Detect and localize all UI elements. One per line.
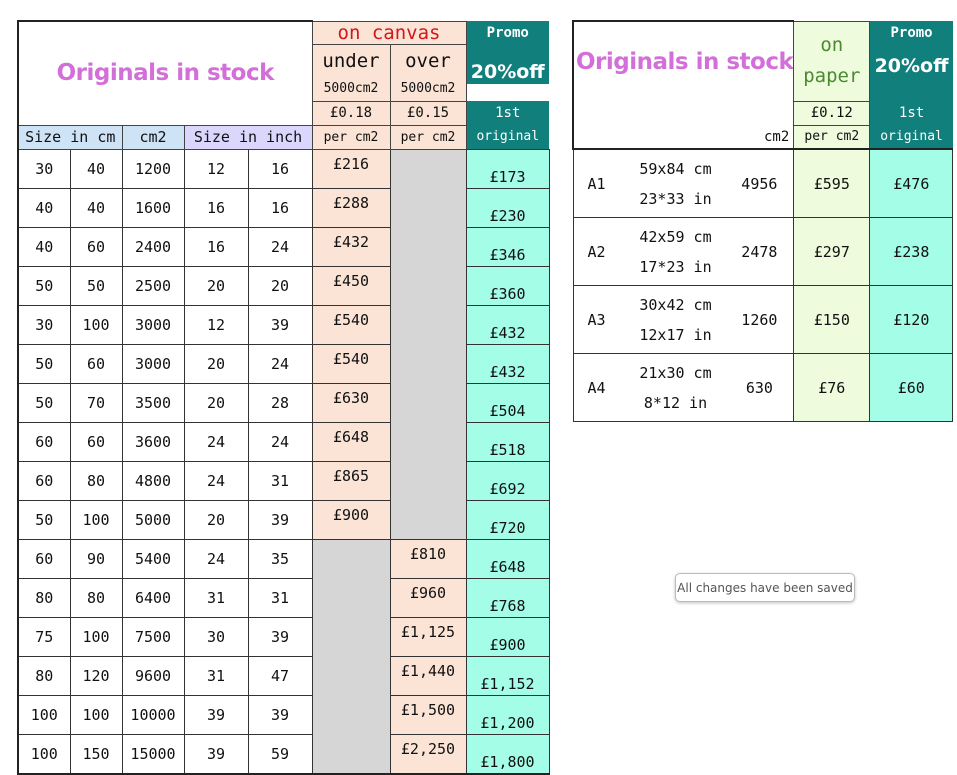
paper-rate: £0.12 bbox=[794, 101, 870, 125]
paper-dim-in: 12x17 in bbox=[639, 325, 712, 344]
price-under bbox=[312, 617, 390, 656]
price-under: £630 bbox=[312, 383, 390, 422]
price-promo: £720 bbox=[466, 500, 549, 539]
size-w-cm: 50 bbox=[18, 266, 70, 305]
price-over bbox=[390, 188, 466, 227]
size-h-cm: 100 bbox=[70, 305, 122, 344]
paper-dimensions bbox=[626, 286, 726, 354]
size-h-inch: 16 bbox=[248, 149, 312, 188]
per-cm2-under: per cm2 bbox=[312, 125, 390, 149]
canvas-header: on canvas bbox=[312, 21, 466, 44]
area-cm2: 7500 bbox=[122, 617, 184, 656]
paper-row bbox=[573, 218, 953, 286]
paper-promo-price: £120 bbox=[870, 286, 953, 354]
size-h-inch: 31 bbox=[248, 578, 312, 617]
paper-row bbox=[573, 286, 953, 354]
promo-label: Promo bbox=[466, 21, 549, 77]
price-over bbox=[390, 227, 466, 266]
right-title: Originals in stock bbox=[573, 21, 794, 101]
size-w-inch: 24 bbox=[184, 539, 248, 578]
size-w-inch: 24 bbox=[184, 422, 248, 461]
price-promo: £900 bbox=[466, 617, 549, 656]
under-label: under bbox=[312, 44, 390, 77]
save-status-toast: All changes have been saved bbox=[675, 573, 855, 602]
size-h-inch: 39 bbox=[248, 617, 312, 656]
price-over: £960 bbox=[390, 578, 466, 617]
price-promo: £1,800 bbox=[466, 734, 549, 774]
size-w-cm: 50 bbox=[18, 500, 70, 539]
paper-promo-price: £476 bbox=[870, 149, 953, 218]
right-promo-original: original bbox=[870, 125, 953, 149]
size-w-inch: 16 bbox=[184, 227, 248, 266]
size-w-inch: 39 bbox=[184, 695, 248, 734]
paper-dim-cm: 59x84 cm bbox=[639, 159, 712, 178]
paper-promo-price: £238 bbox=[870, 218, 953, 286]
price-over bbox=[390, 266, 466, 305]
area-cm2: 4800 bbox=[122, 461, 184, 500]
price-under: £450 bbox=[312, 266, 390, 305]
paper-area-cm2: 4956 bbox=[725, 149, 793, 218]
area-cm2: 10000 bbox=[122, 695, 184, 734]
table-row bbox=[18, 578, 549, 617]
size-h-cm: 100 bbox=[70, 695, 122, 734]
paper-dimensions bbox=[626, 218, 726, 286]
paper-price: £76 bbox=[794, 354, 870, 422]
size-w-inch: 16 bbox=[184, 188, 248, 227]
price-over: £810 bbox=[390, 539, 466, 578]
under-sub: 5000cm2 bbox=[312, 77, 390, 101]
table-row bbox=[18, 734, 549, 774]
table-row bbox=[18, 344, 549, 383]
size-h-cm: 90 bbox=[70, 539, 122, 578]
right-per-cm2: per cm2 bbox=[794, 125, 870, 149]
size-w-cm: 80 bbox=[18, 578, 70, 617]
size-h-inch: 20 bbox=[248, 266, 312, 305]
price-over bbox=[390, 461, 466, 500]
table-row bbox=[18, 422, 549, 461]
price-promo: £1,152 bbox=[466, 656, 549, 695]
area-cm2: 3000 bbox=[122, 305, 184, 344]
paper-label-paper: paper bbox=[803, 65, 861, 87]
paper-dim-in: 23*33 in bbox=[639, 189, 712, 208]
size-h-cm: 40 bbox=[70, 149, 122, 188]
paper-dimensions bbox=[626, 149, 726, 218]
paper-row bbox=[573, 354, 953, 422]
area-cm2: 5000 bbox=[122, 500, 184, 539]
area-cm2: 3600 bbox=[122, 422, 184, 461]
paper-promo-price: £60 bbox=[870, 354, 953, 422]
price-over bbox=[390, 305, 466, 344]
table-row bbox=[18, 383, 549, 422]
size-w-cm: 30 bbox=[18, 149, 70, 188]
price-under bbox=[312, 539, 390, 578]
size-w-cm: 100 bbox=[18, 695, 70, 734]
table-row bbox=[18, 227, 549, 266]
price-promo: £648 bbox=[466, 539, 549, 578]
size-w-inch: 12 bbox=[184, 305, 248, 344]
price-under: £540 bbox=[312, 305, 390, 344]
size-h-inch: 24 bbox=[248, 344, 312, 383]
table-row bbox=[18, 539, 549, 578]
size-h-cm: 100 bbox=[70, 617, 122, 656]
over-label: over bbox=[390, 44, 466, 77]
paper-header bbox=[794, 21, 870, 101]
header-size-inch: Size in inch bbox=[184, 125, 312, 149]
size-w-inch: 31 bbox=[184, 578, 248, 617]
right-blank-cell bbox=[573, 101, 794, 125]
price-under: £900 bbox=[312, 500, 390, 539]
size-w-cm: 60 bbox=[18, 539, 70, 578]
price-over: £2,250 bbox=[390, 734, 466, 774]
size-h-inch: 24 bbox=[248, 422, 312, 461]
price-promo: £692 bbox=[466, 461, 549, 500]
paper-dim-cm: 30x42 cm bbox=[639, 295, 712, 314]
paper-row bbox=[573, 149, 953, 218]
price-over: £1,440 bbox=[390, 656, 466, 695]
size-w-cm: 75 bbox=[18, 617, 70, 656]
price-promo: £173 bbox=[466, 149, 549, 188]
paper-price-table bbox=[572, 20, 953, 422]
size-h-cm: 70 bbox=[70, 383, 122, 422]
left-title: Originals in stock bbox=[18, 21, 312, 125]
size-w-inch: 20 bbox=[184, 500, 248, 539]
size-w-cm: 60 bbox=[18, 422, 70, 461]
table-row bbox=[18, 461, 549, 500]
price-under bbox=[312, 695, 390, 734]
paper-area-cm2: 1260 bbox=[725, 286, 793, 354]
size-h-cm: 60 bbox=[70, 227, 122, 266]
paper-label-on: on bbox=[820, 34, 844, 56]
size-h-cm: 60 bbox=[70, 422, 122, 461]
size-h-inch: 24 bbox=[248, 227, 312, 266]
size-w-cm: 50 bbox=[18, 383, 70, 422]
price-promo: £432 bbox=[466, 344, 549, 383]
paper-dim-in: 8*12 in bbox=[643, 393, 708, 412]
size-w-inch: 20 bbox=[184, 383, 248, 422]
paper-size: A4 bbox=[573, 354, 626, 422]
header-size-cm: Size in cm bbox=[18, 125, 122, 149]
over-sub: 5000cm2 bbox=[390, 77, 466, 101]
size-w-inch: 20 bbox=[184, 266, 248, 305]
paper-dim-cm: 21x30 cm bbox=[639, 363, 712, 382]
size-w-cm: 100 bbox=[18, 734, 70, 774]
paper-price: £150 bbox=[794, 286, 870, 354]
price-under: £865 bbox=[312, 461, 390, 500]
size-w-inch: 24 bbox=[184, 461, 248, 500]
per-cm2-over: per cm2 bbox=[390, 125, 466, 149]
size-w-inch: 30 bbox=[184, 617, 248, 656]
table-row bbox=[18, 188, 549, 227]
size-w-cm: 30 bbox=[18, 305, 70, 344]
paper-dimensions bbox=[626, 354, 726, 422]
table-row bbox=[18, 305, 549, 344]
size-h-inch: 39 bbox=[248, 305, 312, 344]
paper-size: A3 bbox=[573, 286, 626, 354]
price-promo: £360 bbox=[466, 266, 549, 305]
table-row bbox=[18, 617, 549, 656]
size-h-inch: 59 bbox=[248, 734, 312, 774]
promo-discount: 20%off bbox=[466, 60, 549, 84]
right-promo-discount: 20%off bbox=[874, 55, 949, 77]
size-h-inch: 47 bbox=[248, 656, 312, 695]
price-under bbox=[312, 578, 390, 617]
right-blank-cell-2 bbox=[573, 125, 725, 149]
size-w-inch: 39 bbox=[184, 734, 248, 774]
price-over: £1,125 bbox=[390, 617, 466, 656]
area-cm2: 1600 bbox=[122, 188, 184, 227]
canvas-price-table bbox=[17, 20, 550, 775]
price-promo: £346 bbox=[466, 227, 549, 266]
paper-dim-cm: 42x59 cm bbox=[639, 227, 712, 246]
price-over bbox=[390, 500, 466, 539]
size-h-inch: 39 bbox=[248, 500, 312, 539]
header-cm2: cm2 bbox=[122, 125, 184, 149]
right-promo-header bbox=[870, 21, 953, 101]
area-cm2: 3000 bbox=[122, 344, 184, 383]
area-cm2: 3500 bbox=[122, 383, 184, 422]
price-over: £1,500 bbox=[390, 695, 466, 734]
size-w-inch: 20 bbox=[184, 344, 248, 383]
size-h-cm: 50 bbox=[70, 266, 122, 305]
size-h-cm: 80 bbox=[70, 461, 122, 500]
area-cm2: 1200 bbox=[122, 149, 184, 188]
size-h-cm: 80 bbox=[70, 578, 122, 617]
table-row bbox=[18, 500, 549, 539]
paper-size: A2 bbox=[573, 218, 626, 286]
over-rate: £0.15 bbox=[390, 101, 466, 125]
price-under: £288 bbox=[312, 188, 390, 227]
size-h-inch: 39 bbox=[248, 695, 312, 734]
promo-first: 1st bbox=[466, 101, 549, 125]
size-w-inch: 31 bbox=[184, 656, 248, 695]
size-w-cm: 50 bbox=[18, 344, 70, 383]
price-promo: £432 bbox=[466, 305, 549, 344]
size-h-inch: 35 bbox=[248, 539, 312, 578]
paper-area-cm2: 2478 bbox=[725, 218, 793, 286]
area-cm2: 15000 bbox=[122, 734, 184, 774]
price-promo: £1,200 bbox=[466, 695, 549, 734]
price-over bbox=[390, 383, 466, 422]
table-row bbox=[18, 149, 549, 188]
price-promo: £230 bbox=[466, 188, 549, 227]
price-promo: £504 bbox=[466, 383, 549, 422]
area-cm2: 2400 bbox=[122, 227, 184, 266]
size-w-cm: 60 bbox=[18, 461, 70, 500]
area-cm2: 2500 bbox=[122, 266, 184, 305]
price-promo: £518 bbox=[466, 422, 549, 461]
size-w-cm: 80 bbox=[18, 656, 70, 695]
price-over bbox=[390, 344, 466, 383]
price-over bbox=[390, 149, 466, 188]
size-w-cm: 40 bbox=[18, 227, 70, 266]
size-h-cm: 100 bbox=[70, 500, 122, 539]
price-under: £540 bbox=[312, 344, 390, 383]
size-h-cm: 60 bbox=[70, 344, 122, 383]
price-under bbox=[312, 734, 390, 774]
table-row bbox=[18, 695, 549, 734]
paper-price: £595 bbox=[794, 149, 870, 218]
price-under: £216 bbox=[312, 149, 390, 188]
paper-size: A1 bbox=[573, 149, 626, 218]
size-h-inch: 16 bbox=[248, 188, 312, 227]
size-w-inch: 12 bbox=[184, 149, 248, 188]
price-under: £432 bbox=[312, 227, 390, 266]
paper-dim-in: 17*23 in bbox=[639, 257, 712, 276]
right-header-cm2: cm2 bbox=[725, 125, 793, 149]
price-under: £648 bbox=[312, 422, 390, 461]
price-under bbox=[312, 656, 390, 695]
promo-original: original bbox=[466, 125, 549, 149]
area-cm2: 9600 bbox=[122, 656, 184, 695]
size-w-cm: 40 bbox=[18, 188, 70, 227]
area-cm2: 6400 bbox=[122, 578, 184, 617]
size-h-inch: 28 bbox=[248, 383, 312, 422]
paper-price: £297 bbox=[794, 218, 870, 286]
size-h-cm: 40 bbox=[70, 188, 122, 227]
size-h-cm: 150 bbox=[70, 734, 122, 774]
price-promo: £768 bbox=[466, 578, 549, 617]
right-promo-label: Promo bbox=[890, 25, 933, 41]
paper-area-cm2: 630 bbox=[725, 354, 793, 422]
under-rate: £0.18 bbox=[312, 101, 390, 125]
area-cm2: 5400 bbox=[122, 539, 184, 578]
table-row bbox=[18, 656, 549, 695]
table-row bbox=[18, 266, 549, 305]
price-over bbox=[390, 422, 466, 461]
right-promo-first: 1st bbox=[870, 101, 953, 125]
size-h-cm: 120 bbox=[70, 656, 122, 695]
size-h-inch: 31 bbox=[248, 461, 312, 500]
